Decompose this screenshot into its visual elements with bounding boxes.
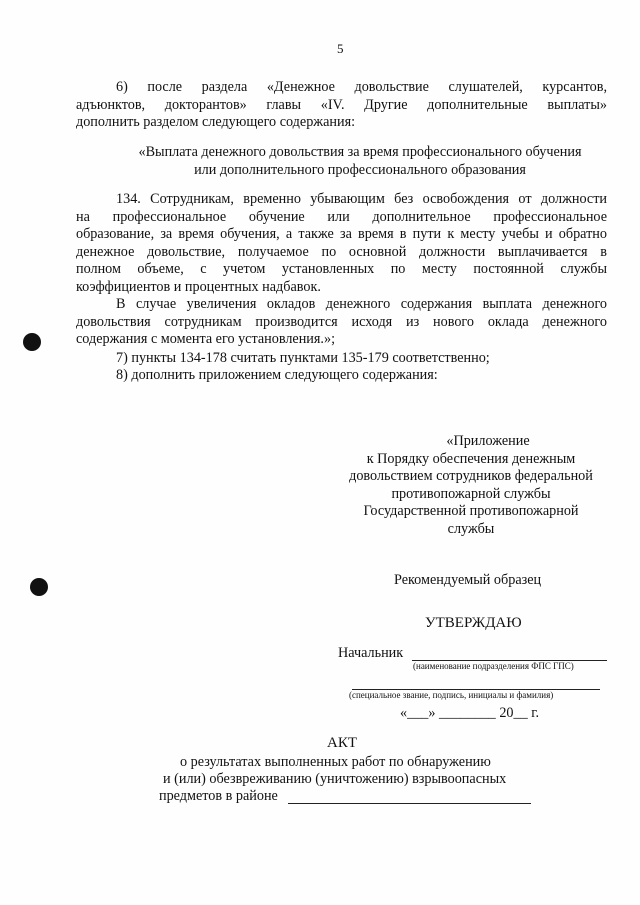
- act-line: и (или) обезвреживанию (уничтожению) взрывоопасных: [163, 771, 507, 787]
- rank-caption: (специальное звание, подпись, инициалы и фамилия): [349, 690, 554, 700]
- recommended-sample-label: Рекомендуемый образец: [394, 572, 542, 588]
- section-title-line: или дополнительного профессионального образования: [194, 161, 526, 178]
- appendix-line: Государственной противопожарной: [363, 503, 579, 519]
- item-6-line: адъюнктов, докторантов» главы «IV. Другие дополнительные выплаты»: [76, 96, 607, 113]
- section-title: [100, 144, 620, 179]
- paragraph-increase-line: содержания с момента его установления.»;: [76, 331, 336, 347]
- appendix-line: к Порядку обеспечения денежным: [366, 450, 576, 467]
- item-7: 7) пункты 134-178 считать пунктами 135-179 соответственно;: [116, 350, 490, 366]
- paragraph-134-line: образование, за время обучения, а также за время в пути к месту учебы и обратно: [76, 226, 607, 242]
- chief-label: Начальник: [338, 645, 404, 661]
- item-8: 8) дополнить приложением следующего содержания:: [116, 367, 438, 383]
- punch-hole-mark: [30, 578, 48, 596]
- page-number: 5: [337, 41, 344, 56]
- paragraph-salary-increase: [76, 296, 607, 349]
- item-6-paragraph: [76, 79, 607, 132]
- punch-hole-mark: [23, 333, 41, 351]
- appendix-line: «Приложение: [446, 433, 530, 449]
- item-6-line: дополнить разделом следующего содержания:: [76, 114, 356, 130]
- appendix-line: довольствием сотрудников федеральной: [349, 468, 593, 484]
- paragraph-increase-line: В случае увеличения окладов денежного содержания выплата денежного: [116, 296, 607, 312]
- paragraph-134-line: коэффициентов и процентных надбавок.: [76, 278, 321, 295]
- paragraph-134-line: денежное довольствие, получаемое по основной должности выплачивается в: [76, 243, 607, 260]
- appendix-line: службы: [447, 520, 495, 537]
- paragraph-increase-line: довольствия сотрудникам производится исходя из нового оклада денежного: [76, 313, 607, 330]
- act-location-label: предметов в районе: [159, 788, 278, 804]
- appendix-header: [330, 433, 612, 538]
- paragraph-134-line: 134. Сотрудникам, временно убывающим без освобождения от должности: [116, 191, 607, 207]
- paragraph-134-line: полном объеме, с учетом установленных по месту постоянной службы: [76, 261, 607, 277]
- item-6-line: 6) после раздела «Денежное довольствие слушателей, курсантов,: [116, 79, 607, 95]
- paragraph-134: [76, 191, 607, 296]
- section-title-line: «Выплата денежного довольствия за время профессионального обучения: [138, 144, 582, 160]
- approval-date: «___» ________ 20__ г.: [400, 705, 539, 721]
- act-title: АКТ: [327, 735, 357, 751]
- approve-heading: УТВЕРЖДАЮ: [425, 615, 522, 631]
- appendix-line: противопожарной службы: [391, 485, 551, 502]
- paragraph-134-line: на профессиональное обучение или дополнительное профессиональное: [76, 208, 607, 225]
- act-line: о результатах выполненных работ по обнаружению: [180, 754, 491, 770]
- chief-caption: (наименование подразделения ФПС ГПС): [413, 661, 574, 671]
- act-location-underline: [288, 803, 531, 804]
